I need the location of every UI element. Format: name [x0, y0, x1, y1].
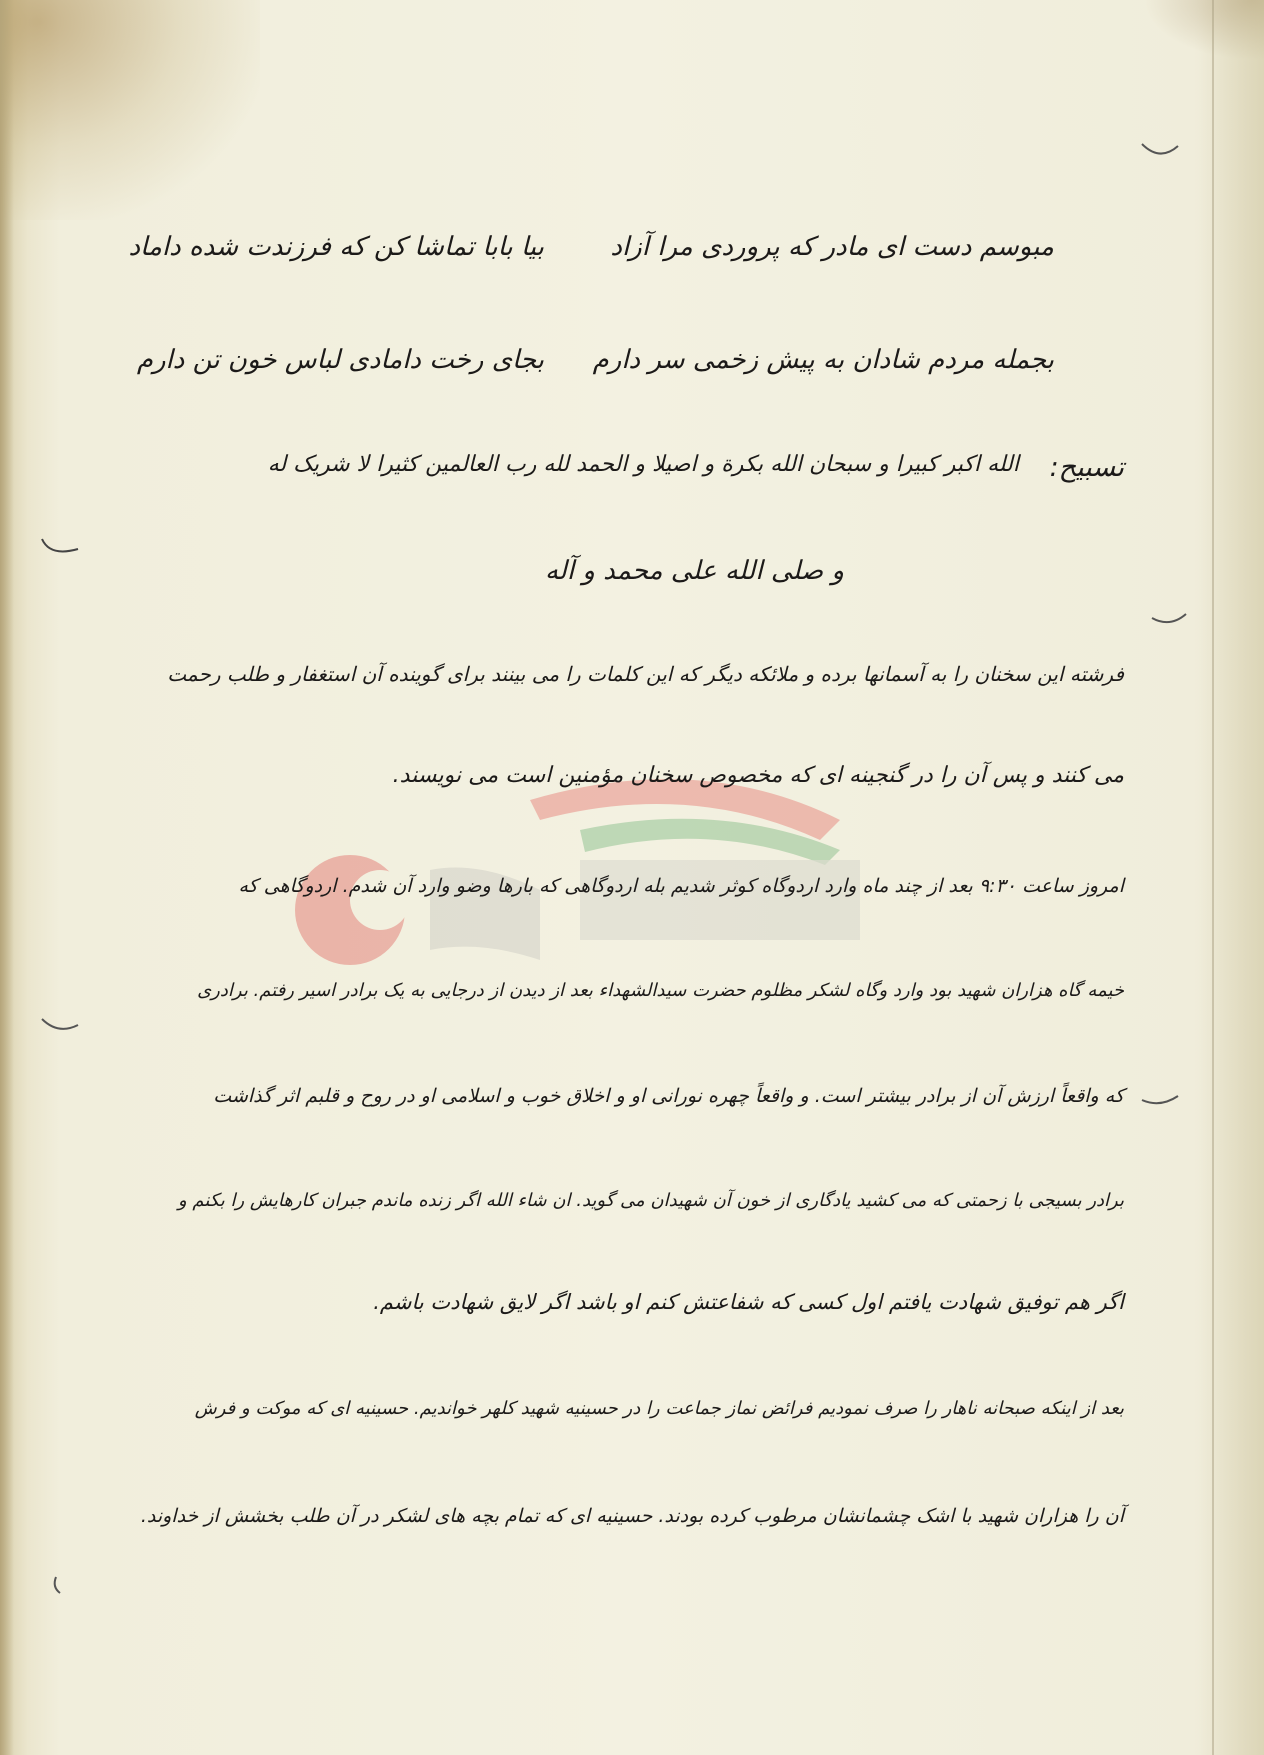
- poem-line-1-right: مبوسم دست ای مادر که پروردی مرا آزاد: [610, 232, 1054, 262]
- tasbih-label: تسبیح:: [1049, 452, 1124, 483]
- paragraph-3-line-2: آن را هزاران شهید با اشک چشمانشان مرطوب کرده بودند. حسینیه ای که تمام بچه های لشکر در آن طلب بخشش از خداوند.: [140, 1505, 1124, 1527]
- paragraph-2-line-1: امروز ساعت ۹:۳۰ بعد از چند ماه وارد اردوگاه کوثر شدیم بله اردوگاهی که بارها وضو وارد آن شدم. اردوگاهی که: [238, 875, 1124, 897]
- paragraph-3-line-1: بعد از اینکه صبحانه ناهار را صرف نمودیم فرائض نماز جماعت را در حسینیه شهید کلهر خواندیم. حسینیه ای که موکت و فرش: [194, 1398, 1124, 1419]
- watermark-logo: [280, 760, 900, 1060]
- poem-line-2-left: بجای رخت دامادی لباس خون تن دارم: [136, 345, 544, 375]
- paragraph-1-line-2: می کنند و پس آن را در گنجینه ای که مخصوص سخنان مؤمنین است می نویسند.: [392, 763, 1124, 788]
- margin-mark: [40, 1015, 80, 1035]
- margin-mark: [50, 1575, 90, 1595]
- paragraph-2-line-2: خیمه گاه هزاران شهید بود وارد وگاه لشکر مظلوم حضرت سیدالشهداء بعد از دیدن از درجایی به یک برادر اسیر رفتم. برادری: [197, 980, 1124, 1001]
- paper-edge: [0, 0, 14, 1755]
- margin-mark: [1150, 610, 1190, 630]
- paragraph-2-line-3: که واقعاً ارزش آن از برادر بیشتر است. و واقعاً چهره نورانی او و اخلاق خوب و اسلامی او در روح و قلبم اثر گذاشت: [213, 1085, 1124, 1107]
- margin-mark: [1140, 1090, 1180, 1110]
- paper-edge: [1194, 0, 1264, 1755]
- margin-mark: [40, 535, 80, 555]
- paper-stain: [0, 0, 260, 220]
- poem-line-1-left: بیا بابا تماشا کن که فرزندت شده داماد: [128, 232, 544, 262]
- fold-line: [1212, 0, 1214, 1755]
- tasbih-text-2: و صلی الله علی محمد و آله: [544, 556, 844, 586]
- paragraph-1-line-1: فرشته این سخنان را به آسمانها برده و ملائکه دیگر که این کلمات را می بینند برای گوینده آن استغفار و طلب رحمت: [167, 662, 1124, 686]
- paragraph-2-line-4: برادر بسیجی با زحمتی که می کشید یادگاری از خون آن شهیدان می گوید. ان شاء الله اگر زنده ماندم جبران کارهایش را بکنم و: [178, 1190, 1124, 1211]
- margin-mark: [1140, 140, 1180, 160]
- paragraph-2-line-5: اگر هم توفیق شهادت یافتم اول کسی که شفاعتش کنم او باشد اگر لایق شهادت باشم.: [373, 1290, 1124, 1314]
- poem-line-2-right: بجمله مردم شادان به پیش زخمی سر دارم: [592, 345, 1054, 375]
- tasbih-text: الله اکبر کبیرا و سبحان الله بکرة و اصیلا و الحمد لله رب العالمین کثیرا لا شریک له: [267, 452, 1019, 477]
